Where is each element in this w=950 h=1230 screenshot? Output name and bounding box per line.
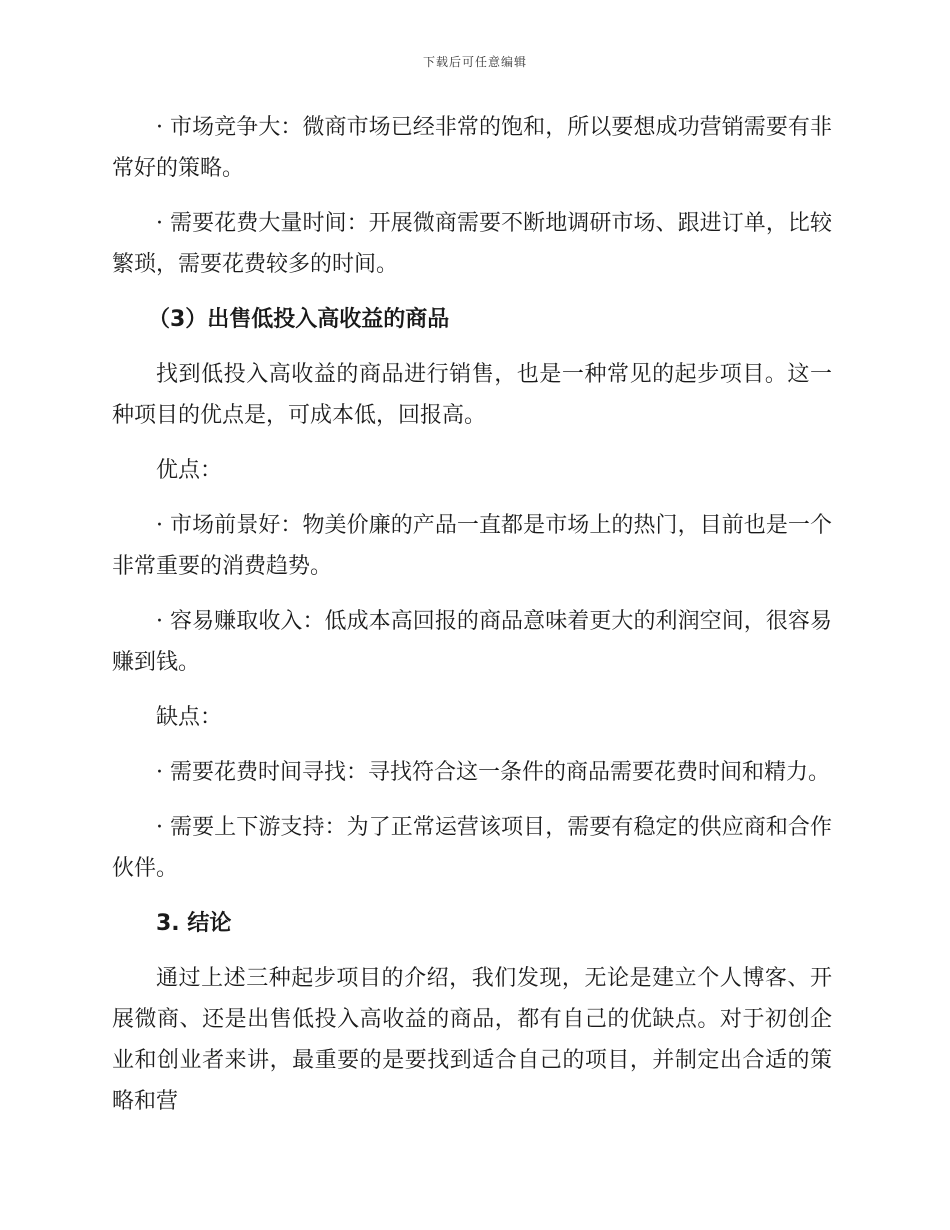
section-heading-low-cost-goods: （3）出售低投入高收益的商品 [148,307,450,332]
page-header: 下载后可任意编辑 [422,55,527,69]
intro-low-cost-goods: 找到低投入高收益的商品进行销售，也是一种常见的起步项目。这一种项目的优点是，可成本低，回报高。 [112,362,832,428]
conclusion-text: 通过上述三种起步项目的介绍，我们发现，无论是建立个人博客、开展微商、还是出售低投入高收益的商品，都有自己的优缺点。对于初创企业和创业者来讲，最重要的是要找到适合自己的项目，并制定出合适的策略和营 [112,966,832,1114]
bullet-search-time: · 需要花费时间寻找：寻找符合这一条件的商品需要花费时间和精力。 [156,760,830,785]
bullet-time-cost: · 需要花费大量时间：开展微商需要不断地调研市场、跟进订单，比较繁琐，需要花费较多的时间。 [112,211,832,277]
bullet-market-prospect: · 市场前景好：物美价廉的产品一直都是市场上的热门，目前也是一个非常重要的消费趋势。 [112,513,832,579]
bullet-supply-chain: · 需要上下游支持：为了正常运营该项目，需要有稳定的供应商和合作伙伴。 [112,815,832,881]
label-disadvantages: 缺点： [156,705,223,730]
section-heading-conclusion: 3. 结论 [156,911,232,936]
document-body [112,107,832,1136]
bullet-easy-income: · 容易赚取收入：低成本高回报的商品意味着更大的利润空间，很容易赚到钱。 [112,609,832,675]
label-advantages: 优点： [156,458,223,483]
bullet-competition: · 市场竞争大：微商市场已经非常的饱和，所以要想成功营销需要有非常好的策略。 [112,115,832,181]
